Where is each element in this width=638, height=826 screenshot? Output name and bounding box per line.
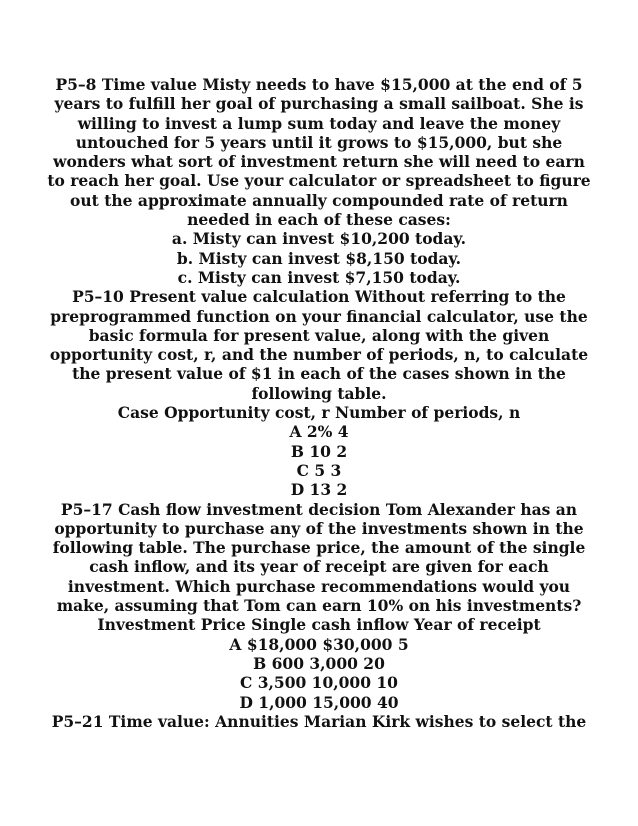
text-line: out the approximate annually compounded rate of return bbox=[70, 190, 568, 210]
text-line: opportunity cost, r, and the number of periods, n, to calculate bbox=[49, 345, 589, 365]
table-row-line: A $18,000 $30,000 5 bbox=[229, 634, 409, 654]
text-line: to reach her goal. Use your calculator or spreadsheet to figure bbox=[47, 171, 591, 191]
text-line: a. Misty can invest $10,200 today. bbox=[171, 229, 467, 249]
text-line: needed in each of these cases: bbox=[187, 210, 451, 230]
text-line: preprogrammed function on your financial calculator, use the bbox=[50, 306, 588, 326]
table-row-line: D 13 2 bbox=[290, 480, 348, 500]
table-row-line: A 2% 4 bbox=[289, 422, 349, 442]
text-line: basic formula for present value, along with the given bbox=[88, 325, 550, 345]
text-line: P5–21 Time value: Annuities Marian Kirk wishes to select the bbox=[51, 711, 587, 731]
table-header-line: Investment Price Single cash inflow Year of receipt bbox=[97, 615, 541, 635]
text-line: P5–8 Time value Misty needs to have $15,000 at the end of 5 bbox=[55, 75, 583, 94]
text-line: b. Misty can invest $8,150 today. bbox=[176, 248, 462, 268]
table-row-line: B 10 2 bbox=[290, 441, 348, 461]
table-row-line: B 600 3,000 20 bbox=[253, 653, 385, 673]
text-line: c. Misty can invest $7,150 today. bbox=[177, 267, 461, 287]
text-line: wonders what sort of investment return she will need to earn bbox=[53, 152, 585, 172]
text-line: P5–17 Cash flow investment decision Tom Alexander has an bbox=[60, 499, 578, 519]
text-line: the present value of $1 in each of the cases shown in the bbox=[72, 364, 566, 384]
text-line: willing to invest a lump sum today and leave the money bbox=[77, 113, 561, 133]
text-line: cash inflow, and its year of receipt are given for each bbox=[89, 557, 549, 577]
text-line: following table. The purchase price, the amount of the single bbox=[52, 538, 586, 558]
text-line: opportunity to purchase any of the investments shown in the bbox=[54, 518, 584, 538]
text-line: untouched for 5 years until it grows to $15,000, but she bbox=[75, 132, 563, 152]
text-line: years to fulfill her goal of purchasing a small sailboat. She is bbox=[54, 94, 584, 114]
text-line: make, assuming that Tom can earn 10% on his investments? bbox=[56, 596, 582, 616]
document-page bbox=[0, 75, 638, 731]
table-row-line: C 3,500 10,000 10 bbox=[240, 673, 398, 693]
text-line: P5–10 Present value calculation Without referring to the bbox=[72, 287, 566, 307]
table-row-line: D 1,000 15,000 40 bbox=[239, 692, 399, 712]
table-header-line: Case Opportunity cost, r Number of periods, n bbox=[117, 403, 521, 423]
text-line: investment. Which purchase recommendations would you bbox=[67, 576, 571, 596]
text-line: following table. bbox=[251, 383, 387, 403]
table-row-line: C 5 3 bbox=[296, 460, 342, 480]
